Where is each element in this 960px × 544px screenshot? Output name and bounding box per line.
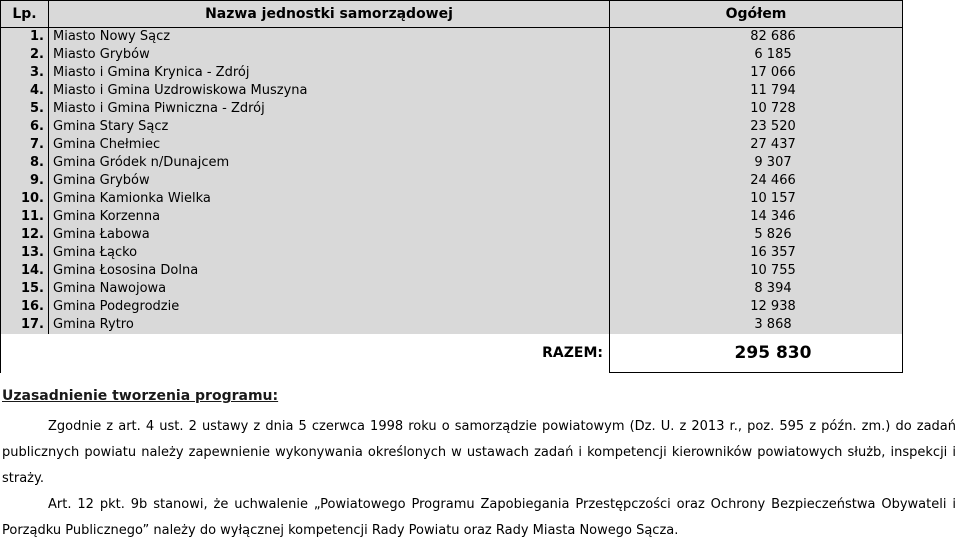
paragraph-1: Zgodnie z art. 4 ust. 2 ustawy z dnia 5 czerwca 1998 roku o samorządzie powiatowym (Dz. U. z 2013 r., poz. 595 z późn. zm.) do zadań publicznych powiatu należy zapewnienie wykonywania określonych w ustawach zadań i kompetencji kierowników powiatowych służb, inspekcji i straży. — [2, 419, 956, 486]
row-name: Gmina Kamionka Wielka — [49, 190, 610, 208]
table-row — [1, 82, 903, 100]
row-name: Gmina Łososina Dolna — [49, 262, 610, 280]
row-value: 9 307 — [610, 154, 903, 172]
row-lp: 7. — [1, 136, 49, 154]
table-row — [1, 64, 903, 82]
table-row — [1, 262, 903, 280]
row-name: Miasto i Gmina Piwniczna - Zdrój — [49, 100, 610, 118]
row-lp: 15. — [1, 280, 49, 298]
table-total-row — [1, 334, 903, 373]
table-row — [1, 172, 903, 190]
row-value: 17 066 — [610, 64, 903, 82]
row-value: 27 437 — [610, 136, 903, 154]
total-label: RAZEM: — [49, 334, 610, 373]
row-name: Gmina Łącko — [49, 244, 610, 262]
row-name: Gmina Nawojowa — [49, 280, 610, 298]
row-name: Gmina Chełmiec — [49, 136, 610, 154]
table-row — [1, 100, 903, 118]
row-value: 8 394 — [610, 280, 903, 298]
row-value: 23 520 — [610, 118, 903, 136]
row-lp: 6. — [1, 118, 49, 136]
row-name: Gmina Rytro — [49, 316, 610, 334]
table-row — [1, 28, 903, 47]
row-value: 10 728 — [610, 100, 903, 118]
table-row — [1, 46, 903, 64]
row-name: Gmina Łabowa — [49, 226, 610, 244]
table-row — [1, 154, 903, 172]
table-row — [1, 226, 903, 244]
row-value: 12 938 — [610, 298, 903, 316]
row-value: 82 686 — [610, 28, 903, 47]
header-total: Ogółem — [610, 1, 903, 28]
row-name: Miasto Nowy Sącz — [49, 28, 610, 47]
row-name: Miasto i Gmina Uzdrowiskowa Muszyna — [49, 82, 610, 100]
header-lp: Lp. — [1, 1, 49, 28]
row-lp: 17. — [1, 316, 49, 334]
table-row — [1, 190, 903, 208]
row-name: Gmina Gródek n/Dunajcem — [49, 154, 610, 172]
row-name: Miasto Grybów — [49, 46, 610, 64]
row-name: Gmina Korzenna — [49, 208, 610, 226]
row-value: 6 185 — [610, 46, 903, 64]
table-row — [1, 298, 903, 316]
row-lp: 1. — [1, 28, 49, 47]
row-lp: 13. — [1, 244, 49, 262]
row-value: 24 466 — [610, 172, 903, 190]
table-row — [1, 280, 903, 298]
row-lp: 10. — [1, 190, 49, 208]
row-lp: 12. — [1, 226, 49, 244]
row-value: 5 826 — [610, 226, 903, 244]
row-value: 11 794 — [610, 82, 903, 100]
row-value: 10 755 — [610, 262, 903, 280]
paragraph-2: Art. 12 pkt. 9b stanowi, że uchwalenie „Powiatowego Programu Zapobiegania Przestępczości oraz Ochrony Bezpieczeństwa Obywateli i Porządku Publicznego” należy do wyłącznej kompetencji Rady Powiatu oraz Rady Miasta Nowego Sącza. — [2, 497, 956, 538]
row-lp: 3. — [1, 64, 49, 82]
row-value: 14 346 — [610, 208, 903, 226]
row-name: Miasto i Gmina Krynica - Zdrój — [49, 64, 610, 82]
row-lp: 2. — [1, 46, 49, 64]
row-name: Gmina Podegrodzie — [49, 298, 610, 316]
row-value: 10 157 — [610, 190, 903, 208]
table-row — [1, 208, 903, 226]
row-lp: 11. — [1, 208, 49, 226]
section-title: Uzasadnienie tworzenia programu: — [2, 388, 279, 404]
row-lp: 14. — [1, 262, 49, 280]
row-lp: 9. — [1, 172, 49, 190]
row-name: Gmina Grybów — [49, 172, 610, 190]
table-row — [1, 316, 903, 334]
row-name: Gmina Stary Sącz — [49, 118, 610, 136]
table-header-row — [1, 1, 903, 28]
table-body — [1, 28, 903, 373]
row-value: 3 868 — [610, 316, 903, 334]
row-lp: 5. — [1, 100, 49, 118]
row-lp: 4. — [1, 82, 49, 100]
table-row — [1, 118, 903, 136]
table-row — [1, 136, 903, 154]
header-name: Nazwa jednostki samorządowej — [49, 1, 610, 28]
row-value: 16 357 — [610, 244, 903, 262]
total-value: 295 830 — [610, 334, 903, 373]
row-lp: 16. — [1, 298, 49, 316]
row-lp: 8. — [1, 154, 49, 172]
table-row — [1, 244, 903, 262]
